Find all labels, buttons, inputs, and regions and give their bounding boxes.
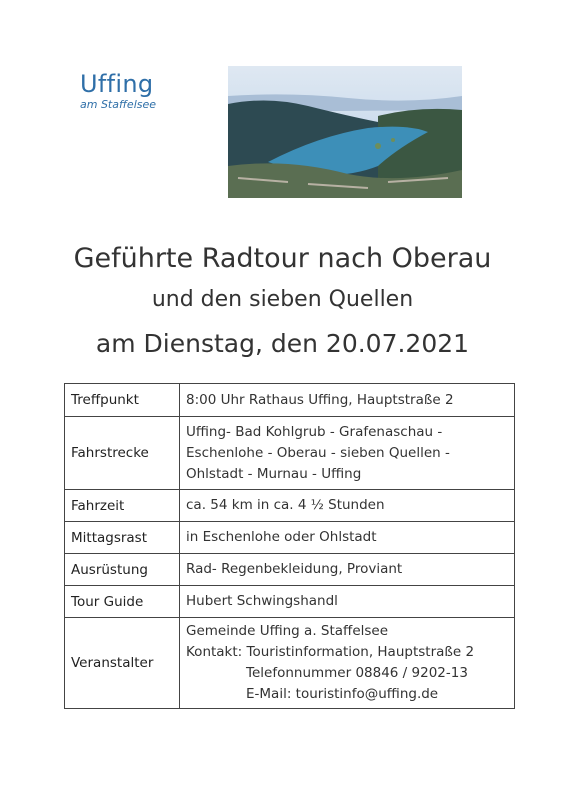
table-row bbox=[65, 522, 515, 554]
row-label: Tour Guide bbox=[65, 586, 180, 618]
row-label: Fahrstrecke bbox=[65, 417, 180, 490]
row-value bbox=[180, 586, 515, 618]
title-line-3: am Dienstag, den 20.07.2021 bbox=[95, 329, 470, 358]
row-label: Fahrzeit bbox=[65, 490, 180, 522]
row-label: Veranstalter bbox=[65, 618, 180, 709]
logo-subtitle: am Staffelsee bbox=[80, 98, 157, 111]
value-line: Ohlstadt - Murnau - Uffing bbox=[186, 465, 362, 482]
table-row bbox=[65, 417, 515, 490]
value-line: Eschenlohe - Oberau - sieben Quellen - bbox=[186, 444, 450, 461]
value-line: Rad- Regenbekleidung, Proviant bbox=[186, 561, 403, 577]
value-line: in Eschenlohe oder Ohlstadt bbox=[186, 529, 377, 545]
value-line: Hubert Schwingshandl bbox=[186, 593, 338, 609]
value-line: Uffing- Bad Kohlgrub - Grafenaschau - bbox=[186, 423, 443, 440]
table-row bbox=[65, 586, 515, 618]
logo-name: Uffing bbox=[80, 70, 154, 98]
row-label: Mittagsrast bbox=[65, 522, 180, 554]
row-label: Ausrüstung bbox=[65, 554, 180, 586]
tour-details-table bbox=[64, 383, 515, 709]
value-line: ca. 54 km in ca. 4 ½ Stunden bbox=[186, 497, 385, 513]
row-value bbox=[180, 490, 515, 522]
title-line-2: und den sieben Quellen bbox=[151, 287, 414, 312]
table-row bbox=[65, 384, 515, 417]
value-line: Telefonnummer 08846 / 9202-13 bbox=[246, 665, 468, 681]
row-value bbox=[180, 417, 515, 490]
row-value bbox=[180, 618, 515, 709]
table-row bbox=[65, 554, 515, 586]
lake-aerial-photo bbox=[228, 66, 462, 198]
row-value bbox=[180, 384, 515, 417]
row-value bbox=[180, 554, 515, 586]
value-line: Kontakt: Touristinformation, Hauptstraße 2 bbox=[186, 644, 475, 660]
table-row bbox=[65, 490, 515, 522]
value-line: 8:00 Uhr Rathaus Uffing, Hauptstraße 2 bbox=[186, 391, 454, 408]
row-value bbox=[180, 522, 515, 554]
title-line-1: Geführte Radtour nach Oberau bbox=[73, 243, 492, 274]
row-label: Treffpunkt bbox=[65, 384, 180, 417]
value-line: Gemeinde Uffing a. Staffelsee bbox=[186, 623, 389, 639]
uffing-logo bbox=[80, 70, 200, 111]
value-line: E-Mail: touristinfo@uffing.de bbox=[246, 686, 439, 702]
table-row bbox=[65, 618, 515, 709]
